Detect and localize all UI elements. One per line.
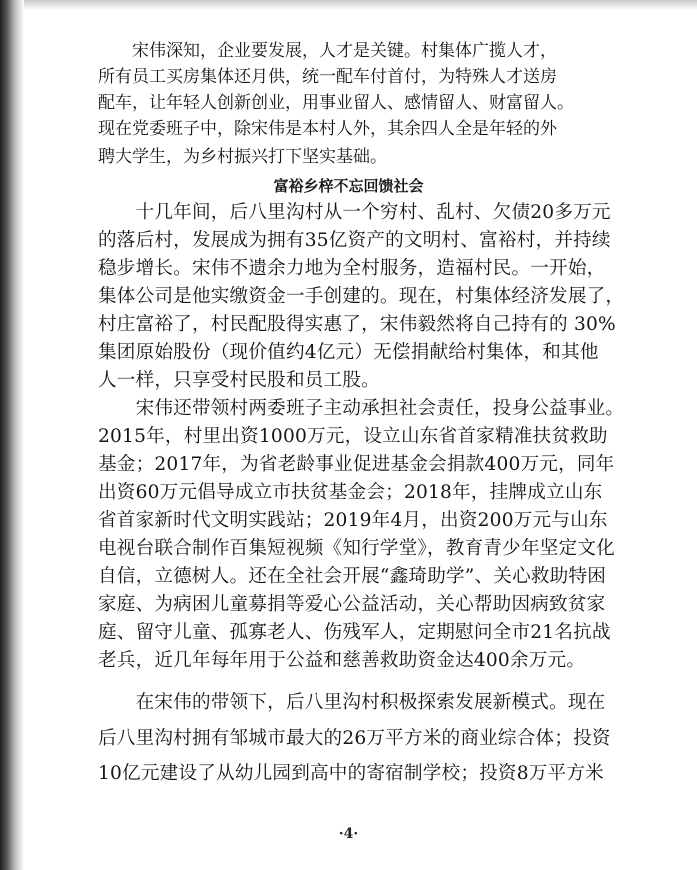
paragraph-3-line-6: 电视台联合制作百集短视频《知行学堂》，教育青少年坚定文化 (98, 538, 615, 559)
paragraph-4-line-3: 10亿元建设了从幼儿园到高中的寄宿制学校；投资8万平方米 (98, 763, 604, 784)
paragraph-3-line-2: 2015年，村里出资1000万元，设立山东省首家精准扶贫救助 (98, 426, 608, 447)
paragraph-3-line-10: 老兵，近几年每年用于公益和慈善救助资金达400余万元。 (98, 650, 586, 671)
paragraph-3-line-4: 出资60万元倡导成立市扶贫基金会；2018年，挂牌成立山东 (98, 482, 603, 503)
section-heading: 富裕乡梓不忘回馈社会 (273, 177, 424, 195)
paragraph-4-line-2: 后八里沟村拥有邹城市最大的26万平方米的商业综合体；投资 (98, 728, 611, 749)
paragraph-1-line-5: 聘大学生，为乡村振兴打下坚实基础。 (98, 147, 387, 167)
paragraph-2-line-7: 人一样，只享受村民股和员工股。 (98, 370, 380, 391)
paragraph-3-line-7: 自信，立德树人。还在全社会开展“鑫琦助学”、关心救助特困 (98, 566, 607, 587)
paragraph-1-line-4: 现在党委班子中，除宋伟是本村人外，其余四人全是年轻的外 (98, 119, 557, 139)
paragraph-3-line-1: 宋伟还带领村两委班子主动承担社会责任，投身公益事业。 (98, 398, 625, 419)
paragraph-1-line-3: 配车，让年轻人创新创业，用事业留人、感情留人、财富留人。 (98, 93, 574, 113)
paragraph-2-line-4: 集体公司是他实缴资金一手创建的。现在，村集体经济发展了， (98, 286, 625, 307)
page-number: ·4· (338, 826, 359, 842)
paragraph-2-line-5: 村庄富裕了，村民配股得实惠了，宋伟毅然将自己持有的 30% (98, 314, 616, 335)
paragraph-3-line-5: 省首家新时代文明实践站；2019年4月，出资200万元与山东 (98, 510, 608, 531)
paragraph-1-line-2: 所有员工买房集体还月供，统一配车付首付，为特殊人才送房 (98, 67, 557, 87)
paragraph-2-line-2: 的落后村，发展成为拥有35亿资产的文明村、富裕村，并持续 (98, 230, 611, 251)
paragraph-2-line-6: 集团原始股份（现价值约4亿元）无偿捐献给村集体，和其他 (98, 342, 599, 363)
paragraph-4-line-1: 在宋伟的带领下，后八里沟村积极探索发展新模式。现在 (98, 692, 606, 713)
paragraph-3-line-3: 基金；2017年，为省老龄事业促进基金会捐款400万元，同年 (98, 454, 615, 475)
paragraph-2-line-3: 稳步增长。宋伟不遗余力地为全村服务，造福村民。一开始， (98, 258, 606, 279)
paragraph-1-line-1: 宋伟深知，企业要发展，人才是关键。村集体广揽人才， (98, 41, 557, 61)
scan-top-shadow (0, 0, 697, 10)
scan-edge-shadow (0, 0, 24, 870)
paragraph-3-line-9: 庭、留守儿童、孤寡老人、伤残军人，定期慰问全市21名抗战 (98, 622, 611, 643)
paragraph-3-line-8: 家庭、为病困儿童募捐等爱心公益活动，关心帮助因病致贫家 (98, 594, 606, 615)
paragraph-2-line-1: 十几年间，后八里沟村从一个穷村、乱村、欠债20多万元 (98, 202, 611, 223)
